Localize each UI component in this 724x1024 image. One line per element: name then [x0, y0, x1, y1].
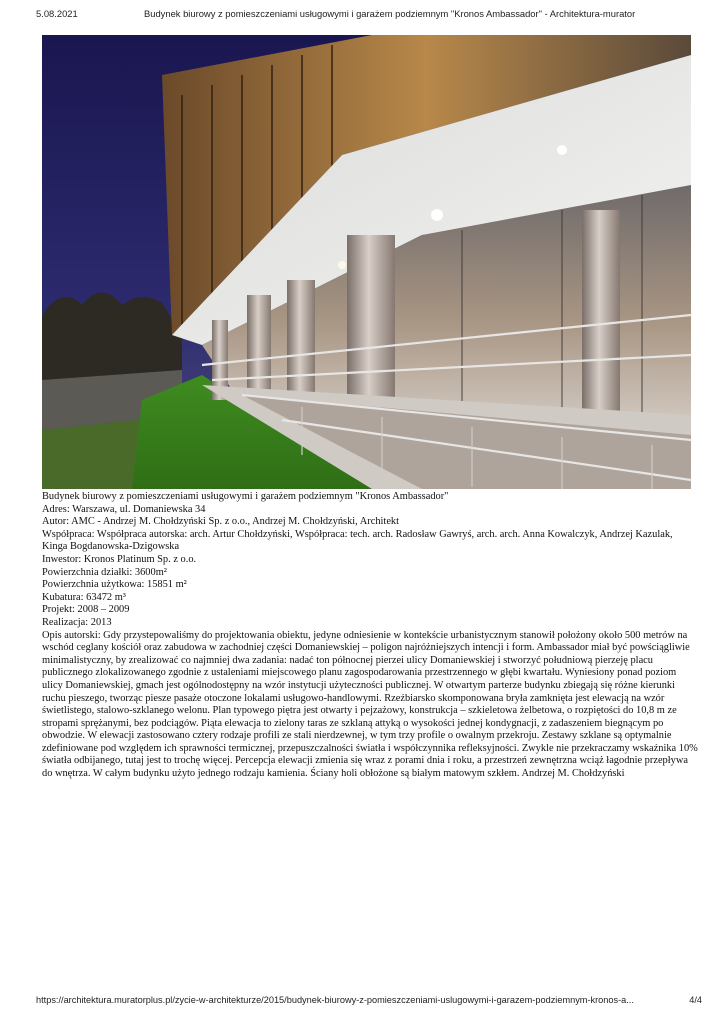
- project-investor: Inwestor: Kronos Platinum Sp. z o.o.: [42, 553, 197, 565]
- project-title: Budynek biurowy z pomieszczeniami usługowymi i garażem podziemnym "Kronos Ambassador": [42, 491, 449, 502]
- project-plot-area: Powierzchnia działki: 3600m²: [42, 566, 167, 578]
- print-date: 5.08.2021: [36, 8, 78, 19]
- project-usable-area: Powierzchnia użytkowa: 15851 m²: [42, 579, 187, 591]
- project-cooperation: Współpraca: Współpraca autorska: arch. Artur Chołdzyński, Współpraca: tech. arch. Radosław Gawryś, arch. arch. Anna Kowalczyk, Andrzej Kazulak, Kinga Bogdanowska-Dzigowska: [42, 528, 673, 553]
- building-photo: [42, 35, 691, 489]
- source-url: https://architektura.muratorplus.pl/zycie-w-architekturze/2015/budynek-biurowy-z-pomieszczeniami-uslugowymi-i-garazem-podziemnym-kronos-a...: [36, 995, 634, 1005]
- print-page-title: Budynek biurowy z pomieszczeniami usługowymi i garażem podziemnym "Kronos Ambassador" - Architektura-murator: [144, 8, 636, 19]
- project-design-years: Projekt: 2008 – 2009: [42, 604, 130, 616]
- project-realization: Realizacja: 2013: [42, 616, 112, 628]
- project-author: Autor: AMC - Andrzej M. Chołdzyński Sp. z o.o., Andrzej M. Chołdzyński, Architekt: [42, 516, 400, 528]
- project-address: Adres: Warszawa, ul. Domaniewska 34: [42, 503, 206, 515]
- project-description: Opis autorski: Gdy przystepowaliśmy do projektowania obiektu, jedyne odniesienie w kontekście urbanistycznym stanowił położony około 500 metrów na wschód ceglany kościół oraz zabudowa w zachodniej części Domaniewskiej – poligon najróżniejszych intencji i form. Ambassador miał być powściągliwie minimalistyczny, by zrealizować co najmniej dwa zadania: nadać ton północnej pierzei ulicy Domaniewskiej i stworzyć południową pierzeję placu publicznego zlokalizowanego zgodnie z ustaleniami miejscowego planu zagospodarowania przestrzennego w głębi kwartału. Wyniesiony ponad poziom ulicy Domaniewskiej, gmach jest ogólnodostępny na wzór instytucji użyteczności publicznej. W otwartym parterze budynku zbiegają się różne kierunki ruchu pieszego, tworząc piesze pasaże otoczone lokalami usługowo-handlowymi. Rzeźbiarsko skomponowana bryła zamknięta jest elewacją na wzór świetlistego, stalowo-szklanego welonu. Plan typowego piętra jest otwarty i pejzażowy, konstrukcja – szkieletowa żelbetowa, o rozpiętości do 10,8 m ze stropami sprężanymi, bez podciągów. Piąta elewacja to zielony taras ze szklaną attyką o wysokości jednej kondygnacji, z zadaszeniem biegnącym po obwodzie. W elewacji zastosowano cztery rodzaje profili ze stali nierdzewnej, w tym trzy profile o owalnym przekroju. Zestawy szklane są optymalnie zdefiniowane pod względem ich sprawności termicznej, przepuszczalności światła i współczynnika refleksyjności. Zwykle nie przekraczamy wskaźnika 10% światła odbijanego, tutaj jest to trochę więcej. Percepcja elewacji zmienia się wraz z porami dnia i roku, a przestrzeń zewnętrzna wciąż łagodnie przepływa do wnętrza. W całym budynku użyto jednego rodzaju kamienia. Ściany holi obłożone są białym matowym szkłem. Andrzej M. Chołdzyński: [42, 629, 698, 780]
- page-number: 4/4: [689, 995, 702, 1005]
- building-photo-illustration: [42, 35, 691, 489]
- project-info: [42, 491, 698, 781]
- project-cubature: Kubatura: 63472 m³: [42, 591, 126, 603]
